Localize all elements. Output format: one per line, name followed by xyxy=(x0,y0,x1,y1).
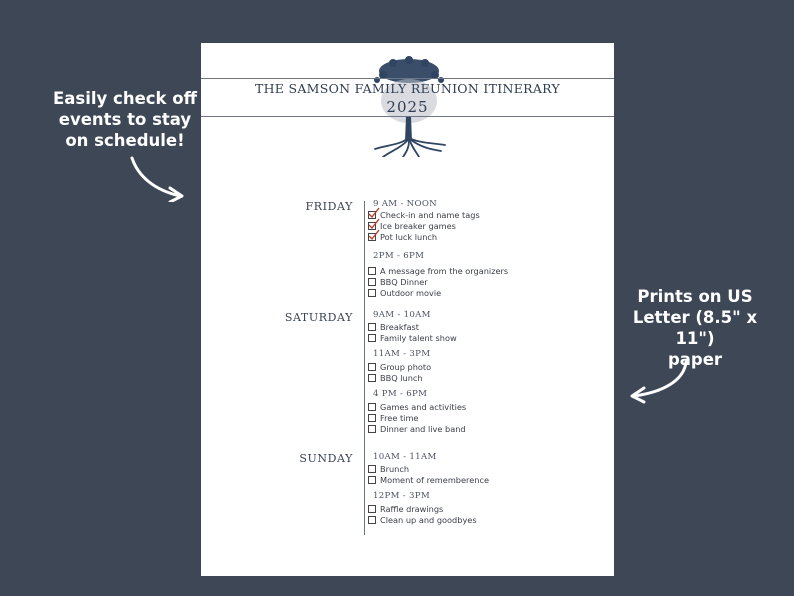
checklist-item[interactable] xyxy=(368,514,477,525)
checkbox[interactable] xyxy=(368,233,376,241)
checklist-item[interactable] xyxy=(368,231,437,242)
checkbox[interactable] xyxy=(368,374,376,382)
checkbox[interactable] xyxy=(368,403,376,411)
checklist-item[interactable] xyxy=(368,474,489,485)
checklist-item-label: BBQ Dinner xyxy=(380,276,428,287)
day-label-friday: FRIDAY xyxy=(305,200,353,213)
checklist-item[interactable] xyxy=(368,412,418,423)
callout-line: events to stay xyxy=(58,110,192,129)
checklist-item-label: Breakfast xyxy=(380,321,419,332)
checklist-item-label: Check-in and name tags xyxy=(380,209,480,220)
time-slot: 10AM - 11AM xyxy=(373,452,437,462)
checklist-item[interactable] xyxy=(368,220,456,231)
time-slot: 2PM - 6PM xyxy=(373,251,425,261)
callout-check-off xyxy=(50,88,200,151)
checklist-item-label: Ice breaker games xyxy=(380,220,456,231)
checklist-item[interactable] xyxy=(368,276,428,287)
time-slot: 11AM - 3PM xyxy=(373,349,431,359)
callout-line: on schedule! xyxy=(65,131,185,150)
checklist-item-label: Clean up and goodbyes xyxy=(380,514,477,525)
checklist-item[interactable] xyxy=(368,332,457,343)
callout-line: Prints on US xyxy=(637,287,753,306)
checklist-item-label: Games and activities xyxy=(380,401,467,412)
checklist-item[interactable] xyxy=(368,209,480,220)
checkbox[interactable] xyxy=(368,267,376,275)
checklist-item[interactable] xyxy=(368,372,423,383)
checklist-item[interactable] xyxy=(368,463,409,474)
checkbox[interactable] xyxy=(368,323,376,331)
day-label-sunday: SUNDAY xyxy=(299,452,353,465)
itinerary-page xyxy=(201,43,614,576)
checkmark-icon xyxy=(367,228,381,242)
curved-arrow-icon xyxy=(624,356,694,404)
checklist-item-label: Moment of rememberence xyxy=(380,474,489,485)
checklist-item[interactable] xyxy=(368,321,419,332)
time-slot: 9 AM - NOON xyxy=(373,199,438,209)
checkbox[interactable] xyxy=(368,363,376,371)
checklist-item-label: Brunch xyxy=(380,463,410,474)
checklist-item[interactable] xyxy=(368,265,508,276)
checkbox[interactable] xyxy=(368,334,376,342)
checkbox[interactable] xyxy=(368,278,376,286)
header-rule-top xyxy=(201,78,614,79)
checklist-item-label: Dinner and live band xyxy=(380,423,466,434)
callout-line: paper xyxy=(667,350,723,369)
callout-line: Easily check off xyxy=(53,89,197,108)
checklist-item-label: BBQ lunch xyxy=(380,372,423,383)
checklist-item-label: Pot luck lunch xyxy=(380,231,438,242)
checklist-item-label: A message from the organizers xyxy=(380,265,509,276)
checklist-item-label: Group photo xyxy=(380,361,432,372)
page-title: THE SAMSON FAMILY REUNION ITINERARY xyxy=(254,81,561,96)
time-slot: 12PM - 3PM xyxy=(373,491,430,501)
checkbox[interactable] xyxy=(368,476,376,484)
checkbox[interactable] xyxy=(368,425,376,433)
checklist-item[interactable] xyxy=(368,361,431,372)
checklist-item-label: Free time xyxy=(380,412,419,423)
time-slot: 4 PM - 6PM xyxy=(373,389,428,399)
checkbox[interactable] xyxy=(368,414,376,422)
checkbox[interactable] xyxy=(368,516,376,524)
checklist-item-label: Raffle drawings xyxy=(380,503,444,514)
day-label-saturday: SATURDAY xyxy=(284,311,353,324)
checklist-item[interactable] xyxy=(368,423,466,434)
timeline-divider xyxy=(364,201,365,535)
checkbox[interactable] xyxy=(368,289,376,297)
checklist-item-label: Outdoor movie xyxy=(380,287,442,298)
checklist-item[interactable] xyxy=(368,503,443,514)
curved-arrow-icon xyxy=(126,152,190,202)
time-slot: 9AM - 10AM xyxy=(373,310,431,320)
header-rule-bottom xyxy=(201,116,614,117)
checklist-item[interactable] xyxy=(368,401,466,412)
checklist-item[interactable] xyxy=(368,287,441,298)
callout-line: Letter (8.5" x 11") xyxy=(632,308,758,348)
checkbox[interactable] xyxy=(368,465,376,473)
page-year: 2025 xyxy=(386,98,429,116)
checklist-item-label: Family talent show xyxy=(380,332,457,343)
checkbox[interactable] xyxy=(368,505,376,513)
